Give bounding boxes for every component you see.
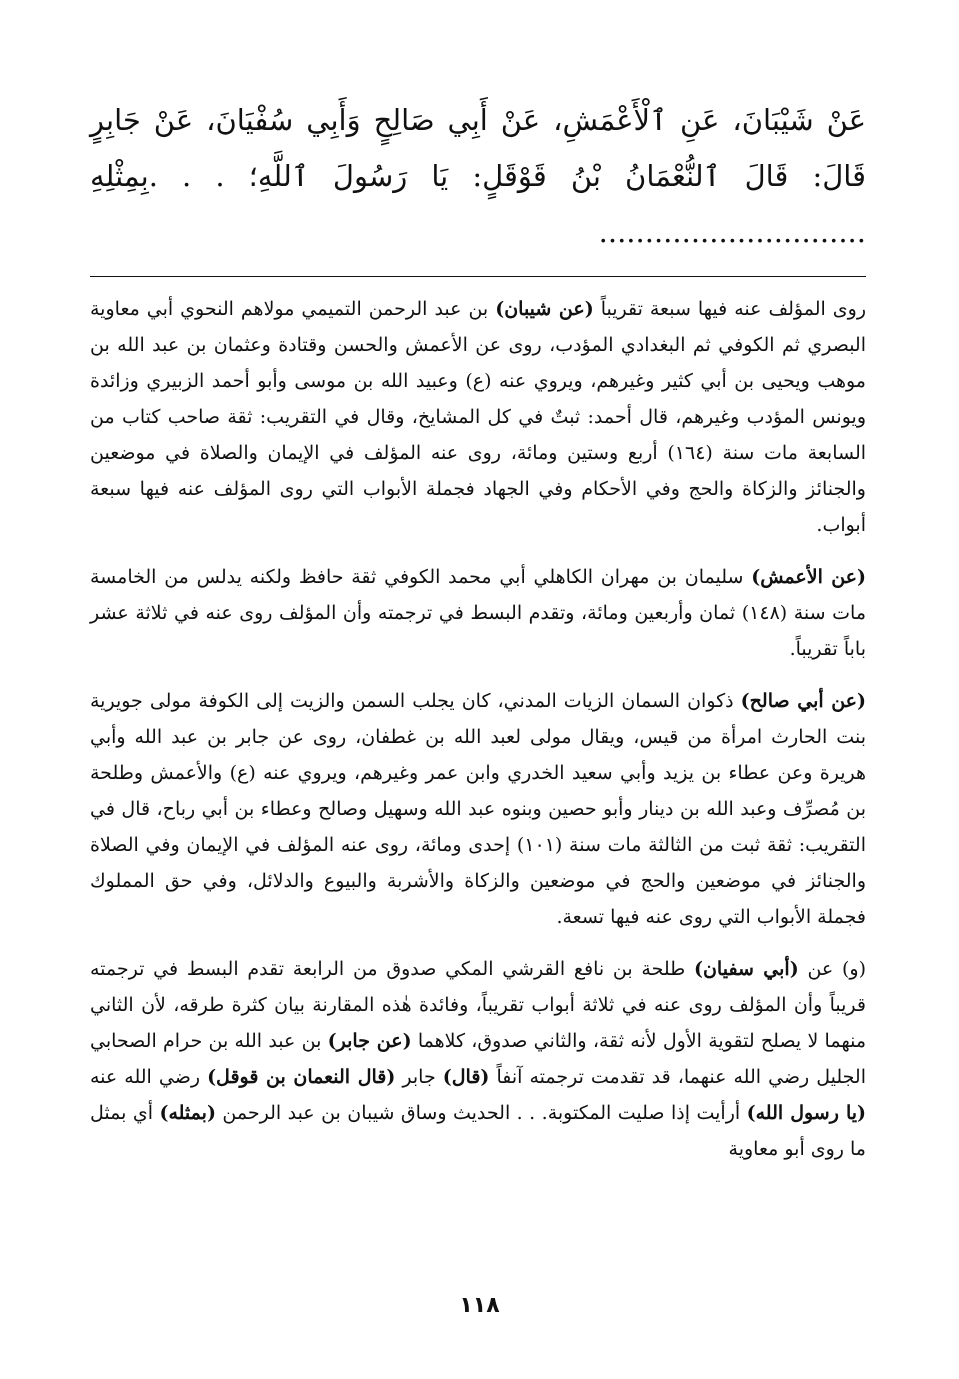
commentary-paragraph: [90, 559, 866, 667]
commentary-text: طلحة بن نافع القرشي المكي صدوق من الرابعة تقدم البسط في ترجمته قريباً وأن المؤلف روى عنه في ثلاثة أبواب تقريباً، وفائدة هٰذه المقارنة بيان كثرة طرقه، لأن الثاني منهما لا يصلح لتقوية الأول لأنه ثقة، والثاني صدوق، كلاهما: [90, 958, 867, 1052]
commentary-text: رضي الله عنه: [90, 1066, 208, 1088]
commentary-text: روى المؤلف عنه فيها سبعة تقريباً: [593, 298, 866, 320]
narrator-name: (أبي سفيان): [693, 958, 799, 980]
commentary-text: جابر: [395, 1066, 443, 1088]
page-number: ١١٨: [459, 1293, 500, 1318]
commentary-paragraph: [90, 683, 866, 935]
hadith-line-2: ٱلنُّعْمَانُ بْنُ قَوْقَلٍ: يَا رَسُولَ ٱللَّهِ؛ . . .بِمِثْلِهِ: [90, 159, 721, 193]
commentary-text: سليمان بن مهران الكاهلي أبي محمد الكوفي ثقة حافظ ولكنه يدلس من الخامسة مات سنة (١٤٨) ثمان وأربعين ومائة، وتقدم البسط في ترجمته وأن المؤلف روى عنه في ثلاثة عشر باباً تقريباً.: [90, 566, 866, 660]
commentary-text: بن عبد الله بن حرام الصحابي الجليل رضي الله عنهما، قد تقدمت ترجمته آنفاً: [90, 1030, 866, 1088]
commentary-section: [90, 291, 866, 1167]
narrator-name: (قال النعمان بن قوقل): [207, 1066, 396, 1088]
hadith-dots: .............................: [598, 215, 866, 249]
commentary-paragraph: [90, 951, 866, 1167]
footnote-divider: [90, 276, 866, 277]
narrator-name: (عن جابر): [327, 1030, 412, 1052]
narrator-name: (قال): [442, 1066, 490, 1088]
book-page: [90, 92, 866, 1352]
commentary-text: بن عبد الرحمن التميمي مولاهم النحوي أبي معاوية البصري ثم الكوفي ثم البغدادي المؤدب، روى عن الأعمش والحسن وقتادة وعثمان بن عبد الله بن موهب ويحيى بن أبي كثير وغيرهم، ويروي عنه (ع) وعبيد الله بن موسى وأبو أحمد الزبيري وزائدة ويونس المؤدب وغيرهم، قال أحمد: ثبتٌ في كل المشايخ، وقال في التقريب: ثقة صاحب كتاب من السابعة مات سنة (١٦٤) أربع وستين ومائة، روى عنه المؤلف في الإيمان والصلاة في موضعين والجنائز والزكاة والحج وفي الأحكام وفي الجهاد فجملة الأبواب التي روى المؤلف عنه فيها سبعة أبواب.: [90, 298, 867, 536]
narrator-name: (عن أبي صالح): [740, 690, 867, 712]
commentary-paragraph: [90, 291, 866, 543]
commentary-text: ذكوان السمان الزيات المدني، كان يجلب السمن والزيت إلى الكوفة مولى جويرية بنت الحارث امرأة من قيس، ويقال مولى لعبد الله بن غطفان، روى عن جابر بن عبد الله وأبي هريرة وعن عطاء بن يزيد وأبي سعيد الخدري وابن عمر وغيرهم، ويروي عنه (ع) والأعمش وطلحة بن مُصرِّف وعبد الله بن دينار وأبو حصين وبنوه عبد الله وسهيل وصالح وعطاء بن أبي رباح، قال في التقريب: ثقة ثبت من الثالثة مات سنة (١٠١) إحدى ومائة، روى عنه المؤلف في الإيمان وفي الصلاة والجنائز في موضعين والحج في موضعين والزكاة والأشربة والبيوع والدلائل، وفي حق المملوك فجملة الأبواب التي روى عنه فيها تسعة.: [90, 690, 866, 928]
commentary-text: أي بمثل ما روى أبو معاوية: [90, 1102, 866, 1160]
narrator-name: (عن الأعمش): [751, 566, 866, 588]
narrator-name: (عن شيبان): [495, 298, 594, 320]
commentary-text: أرأيت إذا صليت المكتوبة. . . الحديث وساق شيبان بن عبد الرحمن: [215, 1102, 747, 1124]
narrator-name: (يا رسول الله): [746, 1102, 867, 1124]
hadith-line-1: عَنْ شَيْبَانَ، عَنِ ٱلْأَعْمَشِ، عَنْ أَبِي صَالِحٍ وَأَبِي سُفْيَانَ، عَنْ جَابِرٍ قَالَ: قَالَ: [90, 103, 866, 193]
narrator-name: (بمثله): [159, 1102, 216, 1124]
commentary-text: (و) عن: [798, 958, 866, 980]
hadith-text: [90, 92, 866, 260]
